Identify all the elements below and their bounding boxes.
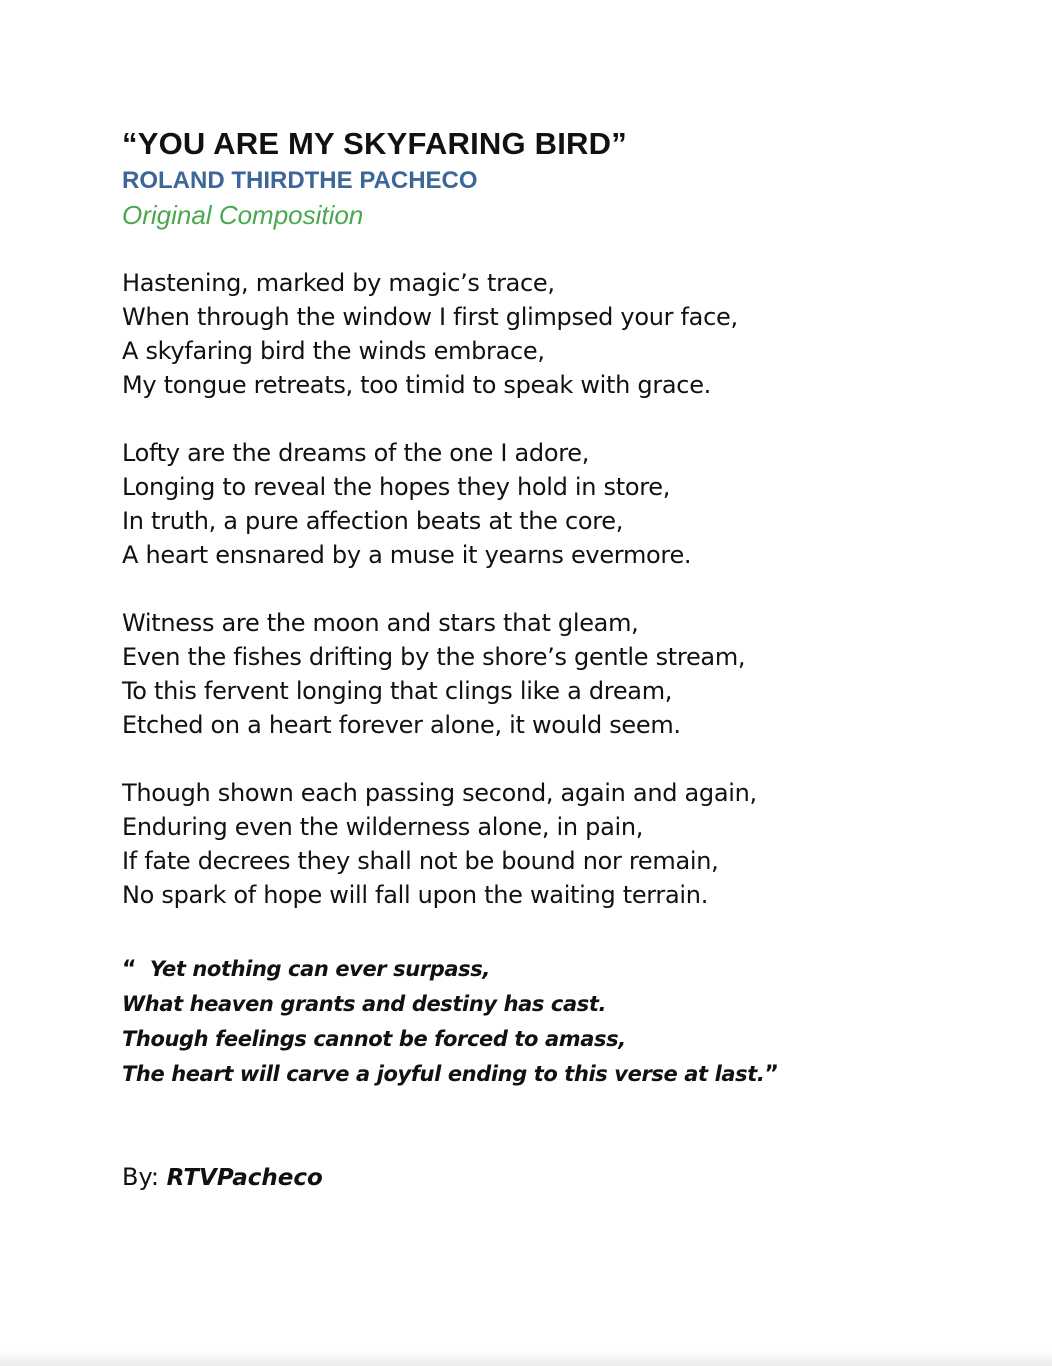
verse-line: If fate decrees they shall not be bound nor remain, (122, 847, 719, 875)
refrain-quote (122, 952, 1002, 1092)
author-name: ROLAND THIRDTHE PACHECO (122, 167, 478, 194)
composition-label: Original Composition (122, 200, 364, 230)
verse-line: Lofty are the dreams of the one I adore, (122, 439, 590, 467)
verse-line: To this fervent longing that clings like a dream, (122, 677, 673, 705)
close-quote-mark: ” (764, 1062, 779, 1087)
verse-line: Though shown each passing second, again and again, (122, 779, 757, 807)
stanza-4 (122, 776, 1002, 912)
verse-line: In truth, a pure affection beats at the core, (122, 507, 624, 535)
byline (122, 1160, 1002, 1195)
stanza-2 (122, 436, 1002, 572)
verse-line: Witness are the moon and stars that gleam, (122, 609, 639, 637)
refrain-text: The heart will carve a joyful ending to this verse at last. (122, 1062, 765, 1086)
verse-line: When through the window I first glimpsed your face, (122, 303, 738, 331)
verse-line: Etched on a heart forever alone, it would seem. (122, 711, 681, 739)
verse-line: Even the fishes drifting by the shore’s gentle stream, (122, 643, 746, 671)
page-bottom-shadow (0, 1350, 1052, 1366)
poem-title: “YOU ARE MY SKYFARING BIRD” (122, 126, 627, 161)
refrain-text: Yet nothing can ever surpass, (149, 957, 490, 981)
refrain-line: Though feelings cannot be forced to amass, (122, 1027, 626, 1051)
refrain-line: What heaven grants and destiny has cast. (122, 992, 607, 1016)
open-quote-mark: “ (122, 957, 137, 982)
verse-line: Longing to reveal the hopes they hold in store, (122, 473, 671, 501)
stanza-1 (122, 266, 1002, 402)
author-handle: RTVPacheco (166, 1165, 323, 1191)
verse-line: No spark of hope will fall upon the waiting terrain. (122, 881, 709, 909)
verse-line: Hastening, marked by magic’s trace, (122, 269, 555, 297)
verse-line: Enduring even the wilderness alone, in pain, (122, 813, 644, 841)
poem-content (122, 124, 1002, 1195)
refrain-line (122, 1057, 1002, 1092)
verse-line: A heart ensnared by a muse it yearns evermore. (122, 541, 692, 569)
verse-line: A skyfaring bird the winds embrace, (122, 337, 545, 365)
refrain-line (122, 952, 1002, 987)
byline-prefix: By: (122, 1163, 160, 1191)
verse-line: My tongue retreats, too timid to speak with grace. (122, 371, 711, 399)
stanza-3 (122, 606, 1002, 742)
